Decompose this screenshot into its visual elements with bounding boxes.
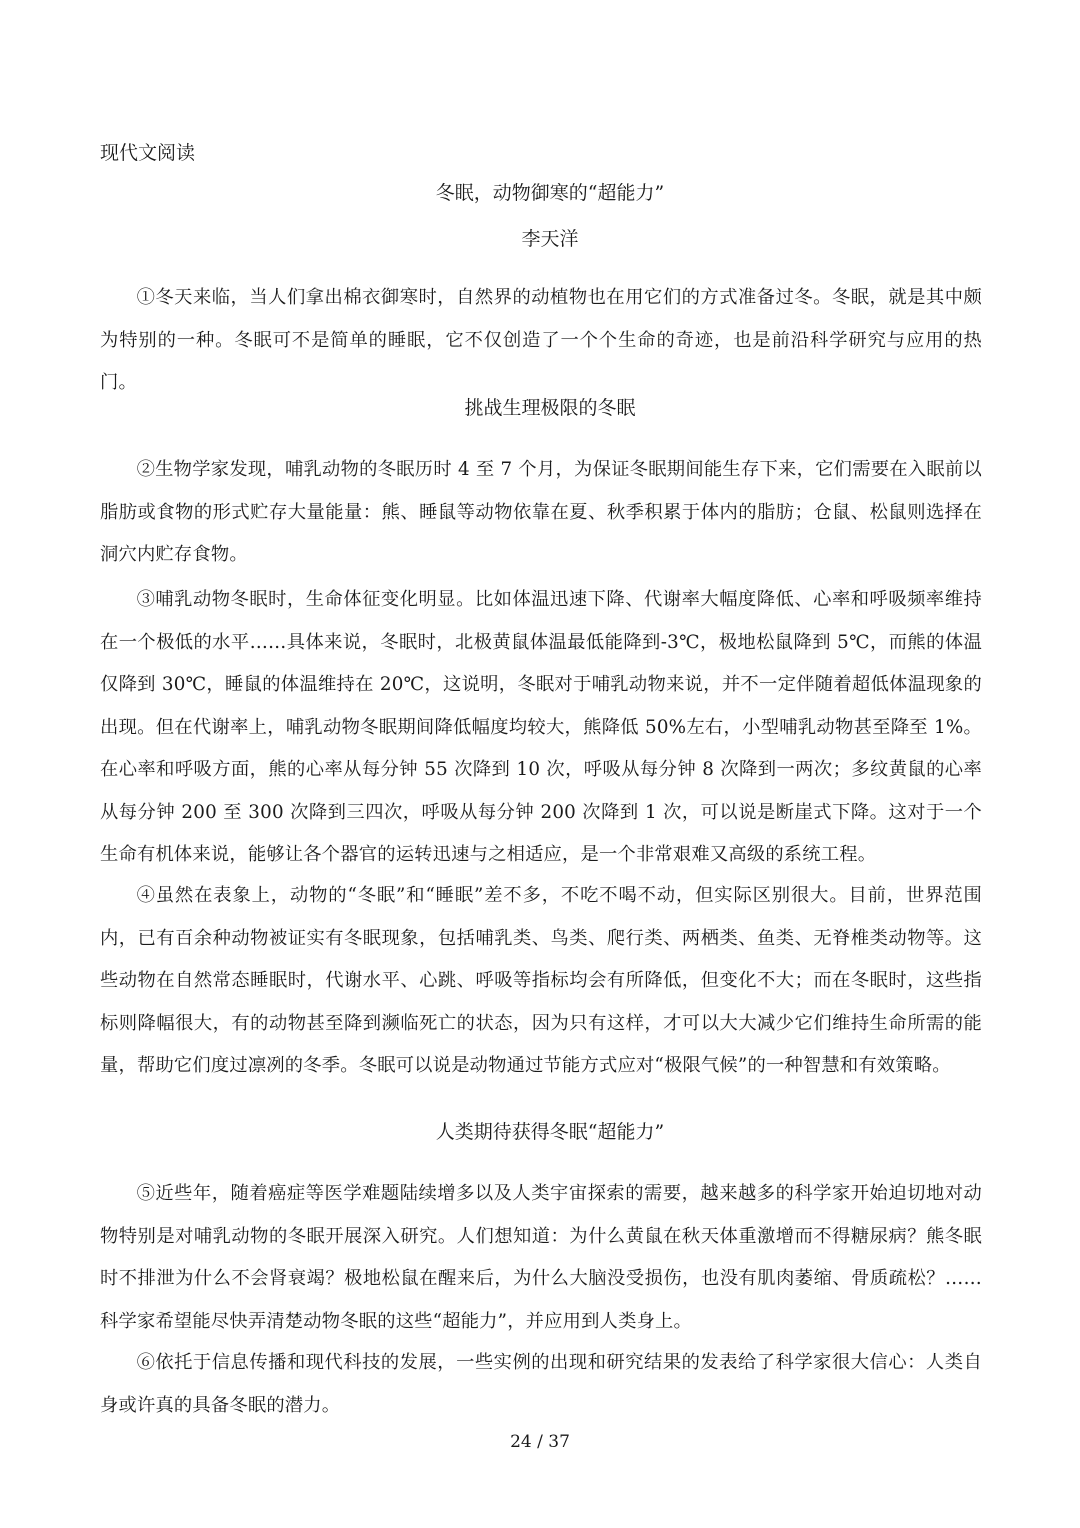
paragraph-3: ③哺乳动物冬眠时，生命体征变化明显。比如体温迅速下降、代谢率大幅度降低、心率和呼吸频率维持在一个极低的水平……具体来说，冬眠时，北极黄鼠体温最低能降到-3℃，极地松鼠降到 5℃，而熊的体温仅降到 30℃，睡鼠的体温维持在 20℃，这说明，冬眠对于哺乳动物来说，并不一定伴随着超低体温现象的出现。但在代谢率上，哺乳动物冬眠期间降低幅度均较大，熊降低 50%左右，小型哺乳动物甚至降至 1%。在心率和呼吸方面，熊的心率从每分钟 55 次降到 10 次，呼吸从每分钟 8 次降到一两次；多纹黄鼠的心率从每分钟 200 至 300 次降到三四次，呼吸从每分钟 200 次降到 1 次，可以说是断崖式下降。这对于一个生命有机体来说，能够让各个器官的运转迅速与之相适应，是一个非常艰难又高级的系统工程。 bbox=[100, 589, 982, 866]
page-number: 24 / 37 bbox=[510, 1432, 570, 1452]
paragraph-1: ①冬天来临，当人们拿出棉衣御寒时，自然界的动植物也在用它们的方式准备过冬。冬眠，就是其中颇为特别的一种。冬眠可不是简单的睡眠，它不仅创造了一个个生命的奇迹，也是前沿科学研究与应用的热门。 bbox=[100, 287, 982, 394]
subheading-2: 人类期待获得冬眠“超能力” bbox=[435, 1121, 665, 1143]
section-label: 现代文阅读 bbox=[100, 142, 196, 164]
paragraph-4: ④虽然在表象上，动物的“冬眠”和“睡眠”差不多，不吃不喝不动，但实际区别很大。目前，世界范围内，已有百余种动物被证实有冬眠现象，包括哺乳类、鸟类、爬行类、两栖类、鱼类、无脊椎类动物等。这些动物在自然常态睡眠时，代谢水平、心跳、呼吸等指标均会有所降低，但变化不大；而在冬眠时，这些指标则降幅很大，有的动物甚至降到濒临死亡的状态，因为只有这样，才可以大大减少它们维持生命所需的能量，帮助它们度过凛冽的冬季。冬眠可以说是动物通过节能方式应对“极限气候”的一种智慧和有效策略。 bbox=[100, 885, 982, 1077]
paragraph-2: ②生物学家发现，哺乳动物的冬眠历时 4 至 7 个月，为保证冬眠期间能生存下来，它们需要在入眠前以脂肪或食物的形式贮存大量能量：熊、睡鼠等动物依靠在夏、秋季积累于体内的脂肪；仓鼠、松鼠则选择在洞穴内贮存食物。 bbox=[100, 459, 982, 566]
paragraph-6: ⑥依托于信息传播和现代科技的发展，一些实例的出现和研究结果的发表给了科学家很大信心：人类自身或许真的具备冬眠的潜力。 bbox=[100, 1352, 982, 1416]
paragraph-5: ⑤近些年，随着癌症等医学难题陆续增多以及人类宇宙探索的需要，越来越多的科学家开始迫切地对动物特别是对哺乳动物的冬眠开展深入研究。人们想知道：为什么黄鼠在秋天体重激增而不得糖尿病？熊冬眠时不排泄为什么不会肾衰竭？极地松鼠在醒来后，为什么大脑没受损伤，也没有肌肉萎缩、骨质疏松？……科学家希望能尽快弄清楚动物冬眠的这些“超能力”，并应用到人类身上。 bbox=[100, 1183, 982, 1332]
article-author: 李天洋 bbox=[521, 228, 579, 250]
subheading-1: 挑战生理极限的冬眠 bbox=[464, 397, 636, 419]
article-title: 冬眠，动物御寒的“超能力” bbox=[435, 182, 665, 204]
